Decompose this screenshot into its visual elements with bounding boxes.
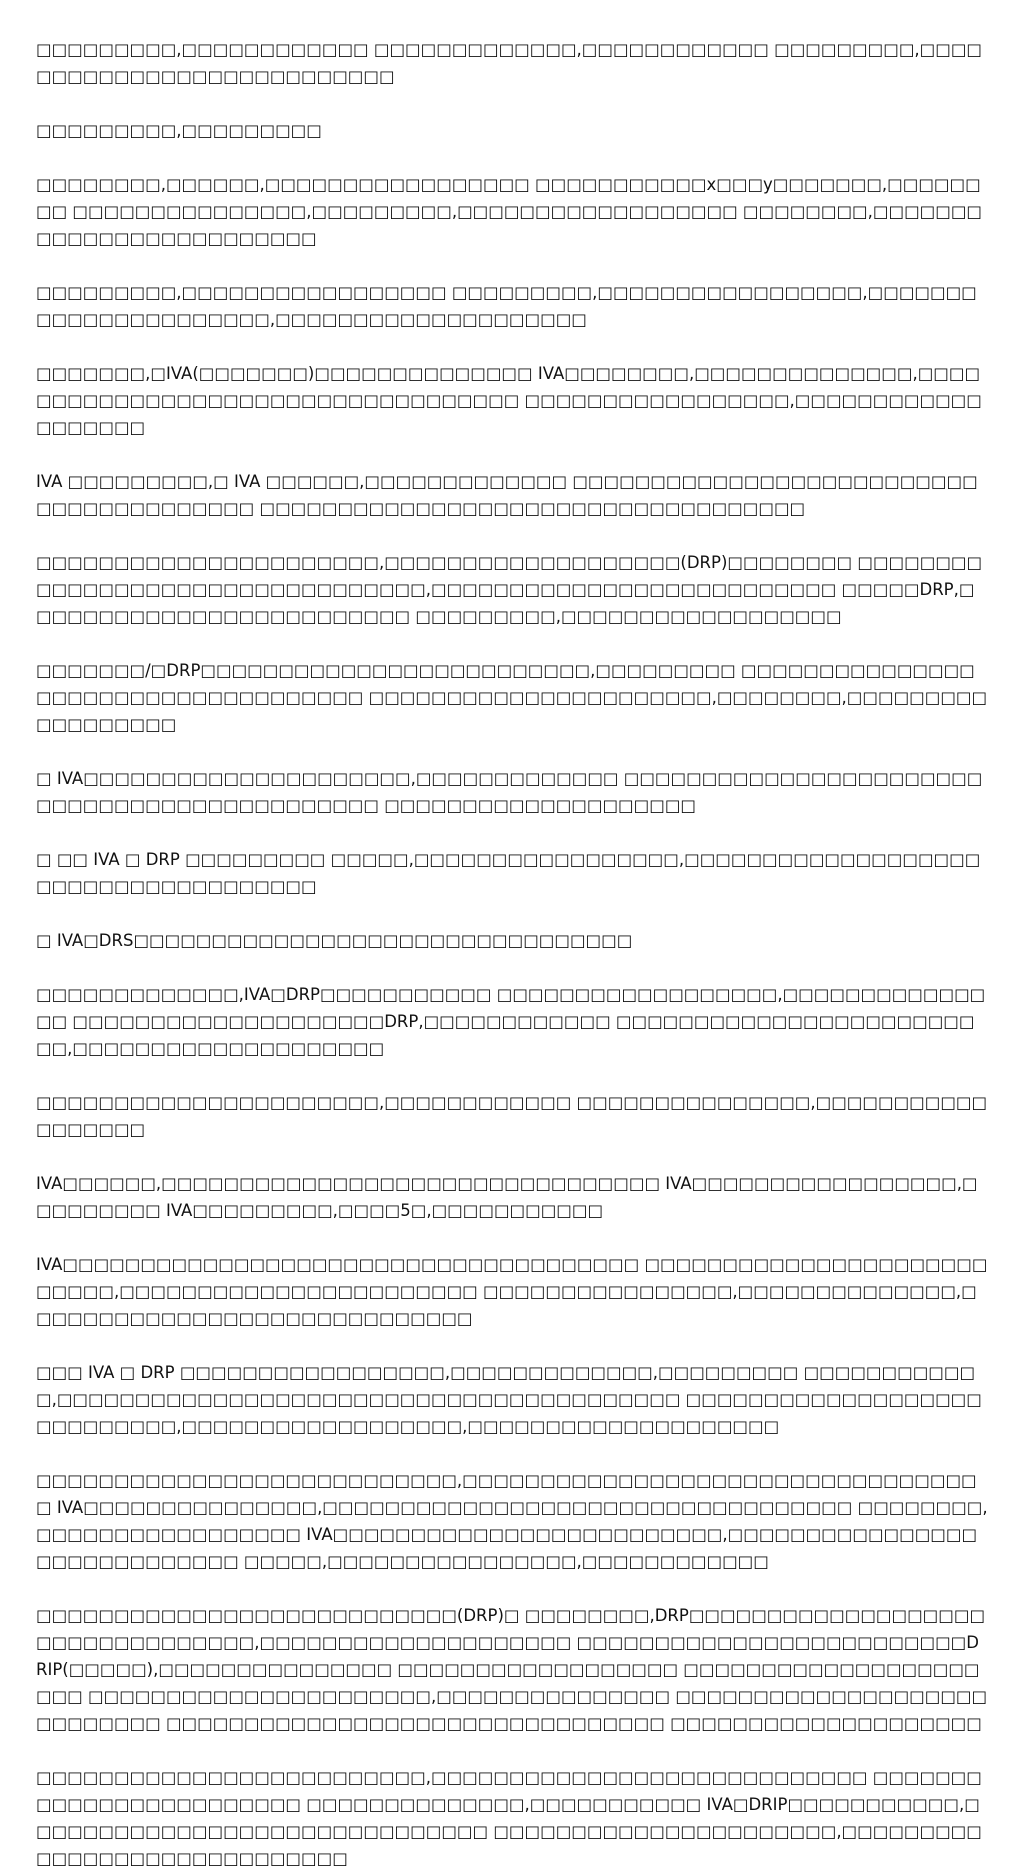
paragraph: □□□□□□□,□IVA(□□□□□□□)□□□□□□□□□□□□□□ IVA□□□□□□□□,□□□□□□□□□□□□□□,□□□□□□□□□□□□□□□□□□□□□□□□□□□□□□□□□□□ □□□□□□□□□□□□□□□□□,□□□□□□□□□□□□□□□□□□□: [36, 364, 982, 437]
paragraph: □□□□□□□□□□□□□□□□□□□□□□□□□□□(DRP)□ □□□□□□□□,DRP□□□□□□□□□□□□□□□□□□□□□□□□□□□□□□□□□,□□□□□□□□□□□□□□□□□□□□ □□□□□□□□□□□□□□□□□□□□□□□□□DRIP(□□□□□),□□□□□□□□□□□□□□□ □□□□□□□□□□□□□□□□□□ □□□□□□□□□□□□□□□□□□□□□□ □□□□□□□□□□□□□□□□□□□□□□,□□□□□□□□□□□□□□□ □□□□□□□□□□□□□□□□□□□□□□□□□□□□ □□□□□□□□□□□□□□□□□□□□□□□□□□□□□□□□ □□□□□□□□□□□□□□□□□□□□: [36, 1606, 988, 1733]
paragraph: □□□□□□□□□□□□□□□□□□□□□□□□□,□□□□□□□□□□□□□□□□□□□□□□□□□□□□ □□□□□□□□□□□□□□□□□□□□□□□□ □□□□□□□□□□□□□□,□□□□□□□□□□□ IVA□DRIP□□□□□□□□□□□,□□□□□□□□□□□□□□□□□□□□□□□□□□□□□□ □□□□□□□□□□□□□□□□□□□□□□,□□□□□□□□□□□□□□□□□□□□□□□□□□□□□: [36, 1768, 982, 1868]
paragraph: □ IVA□DRS□□□□□□□□□□□□□□□□□□□□□□□□□□□□□□□□: [36, 931, 633, 950]
paragraph: IVA□□□□□□□□□□□□□□□□□□□□□□□□□□□□□□□□□□□□□ □□□□□□□□□□□□□□□□□□□□□□□□□□□,□□□□□□□□□□□□□□□□□□□□□□□ □□□□□□□□□□□□□□□□,□□□□□□□□□□□□□□,□□□□□□□□□□□□□□□□□□□□□□□□□□□□□: [36, 1255, 988, 1328]
paragraph: □□□□□□□/□DRP□□□□□□□□□□□□□□□□□□□□□□□□□,□□□□□□□□□ □□□□□□□□□□□□□□□□□□□□□□□□□□□□□□□□□□□□ □□□□□□□□□□□□□□□□□□□□□□,□□□□□□□□,□□□□□□□□□□□□□□□□□□: [36, 661, 988, 734]
paragraph: IVA □□□□□□□□□,□ IVA □□□□□□,□□□□□□□□□□□□□ □□□□□□□□□□□□□□□□□□□□□□□□□□□□□□□□□□□□□□□□ □□□□□□□□□□□□□□□□□□□□□□□□□□□□□□□□□□□: [36, 472, 978, 518]
paragraph: □□□□□□□□□□□□□□□□□□□□□□,□□□□□□□□□□□□ □□□□□□□□□□□□□□□,□□□□□□□□□□□□□□□□□□: [36, 1093, 988, 1139]
paragraph: □□□□□□□□□□□□□□□□□□□□□□,□□□□□□□□□□□□□□□□□□□(DRP)□□□□□□□□ □□□□□□□□□□□□□□□□□□□□□□□□□□□□□□□□□,□□□□□□□□□□□□□□□□□□□□□□□□□□ □□□□□DRP,□□□□□□□□□□□□□□□□□□□□□□□□□ □□□□□□□□□,□□□□□□□□□□□□□□□□□□: [36, 553, 983, 626]
paragraph: □□□□□□□□□,□□□□□□□□□□□□ □□□□□□□□□□□□□,□□□□□□□□□□□□ □□□□□□□□□,□□□□□□□□□□□□□□□□□□□□□□□□□□□: [36, 40, 983, 86]
paragraph: □□□□□□□□□,□□□□□□□□□□□□□□□□□ □□□□□□□□□,□□□□□□□□□□□□□□□□□,□□□□□□□ □□□□□□□□□□□□□□□,□□□□□□□□□□□□□□□□□□□□: [36, 283, 977, 329]
paragraph: □□□□□□□□,□□□□□□,□□□□□□□□□□□□□□□□□ □□□□□□□□□□□x□□□y□□□□□□□,□□□□□□□□ □□□□□□□□□□□□□□□,□□□□□□□□□,□□□□□□□□□□□□□□□□□□ □□□□□□□□,□□□□□□□□□□□□□□□□□□□□□□□□□: [36, 175, 983, 248]
paragraph: □□□□□□□□□□□□□□□□□□□□□□□□□□□,□□□□□□□□□□□□□□□□□□□□□□□□□□□□□□□□□□ IVA□□□□□□□□□□□□□□□,□□□□□□□□□□□□□□□□□□□□□□□□□□□□□□□□□□ □□□□□□□□,□□□□□□□□□□□□□□□□□ IVA□□□□□□□□□□□□□□□□□□□□□□□□□,□□□□□□□□□□□□□□□□□□□□□□□□□□□□□ □□□□□,□□□□□□□□□□□□□□□□,□□□□□□□□□□□□: [36, 1471, 988, 1571]
paragraph: □□□□□□□□□□□□□,IVA□DRP□□□□□□□□□□□ □□□□□□□□□□□□□□□□□□,□□□□□□□□□□□□□□□ □□□□□□□□□□□□□□□□□□□□DRP,□□□□□□□□□□□□ □□□□□□□□□□□□□□□□□□□□□□□□□,□□□□□□□□□□□□□□□□□□□□: [36, 985, 986, 1058]
paragraph: □□□□□□□□□,□□□□□□□□□: [36, 121, 322, 140]
paragraph: IVA□□□□□□,□□□□□□□□□□□□□□□□□□□□□□□□□□□□□□□□ IVA□□□□□□□□□□□□□□□□□,□□□□□□□□□ IVA□□□□□□□□□,□□□□5□,□□□□□□□□□□□: [36, 1174, 978, 1220]
paragraph: □ □□ IVA □ DRP □□□□□□□□□ □□□□□,□□□□□□□□□□□□□□□□□,□□□□□□□□□□□□□□□□□□□□□□□□□□□□□□□□□□□□□: [36, 850, 981, 896]
paragraph: □ IVA□□□□□□□□□□□□□□□□□□□□□,□□□□□□□□□□□□□ □□□□□□□□□□□□□□□□□□□□□□□□□□□□□□□□□□□□□□□□□□□□□ □□□□□□□□□□□□□□□□□□□□: [36, 769, 983, 815]
paragraph: □□□ IVA □ DRP □□□□□□□□□□□□□□□□□,□□□□□□□□□□□□□,□□□□□□□□□ □□□□□□□□□□□□,□□□□□□□□□□□□□□□□□□□□□□□□□□□□□□□□□□□□□□□□ □□□□□□□□□□□□□□□□□□□□□□□□□□□□,□□□□□□□□□□□□□□□□□□,□□□□□□□□□□□□□□□□□□□□: [36, 1363, 982, 1436]
